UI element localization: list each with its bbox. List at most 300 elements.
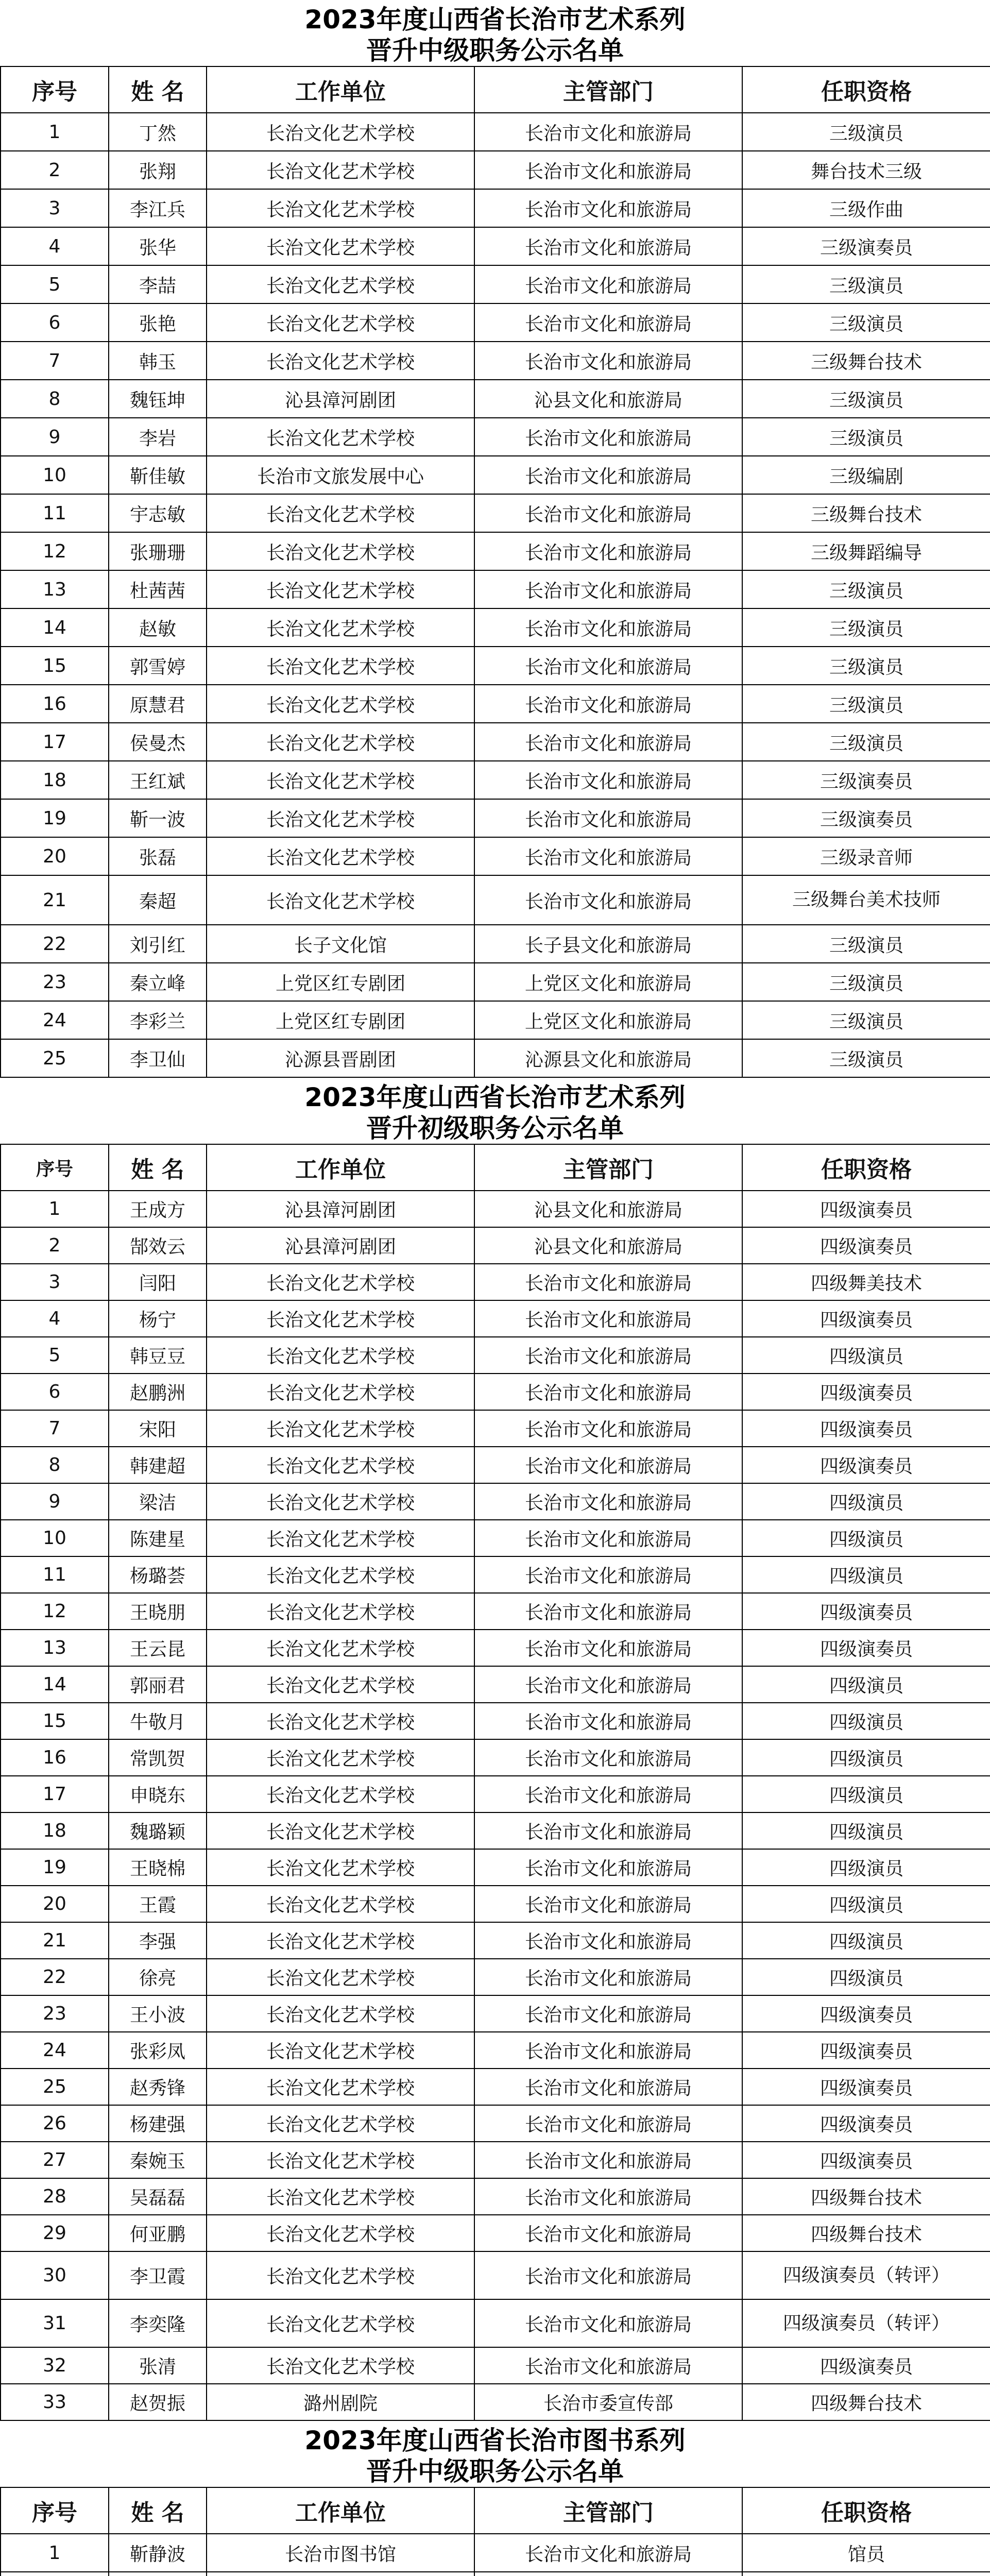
- table-row: [1, 303, 990, 342]
- cell-unit: 沁县漳河剧团: [207, 1191, 474, 1227]
- cell-seq: 5: [1, 1337, 109, 1374]
- table-row: [1, 2534, 990, 2572]
- table-row: [1, 1447, 990, 1483]
- cell-seq: 19: [1, 1849, 109, 1886]
- cell-unit: 长治文化艺术学校: [207, 1739, 474, 1776]
- cell-seq: 9: [1, 1483, 109, 1520]
- cell-seq: 25: [1, 1039, 109, 1077]
- cell-name: 韩玉: [109, 342, 207, 380]
- cell-unit: 沁县漳河剧团: [207, 380, 474, 418]
- cell-qualification: 四级演奏员: [742, 2105, 990, 2142]
- cell-dept: 长治市文化和旅游局: [474, 2215, 742, 2251]
- cell-unit: 长治文化艺术学校: [207, 1995, 474, 2032]
- cell-qualification: 三级演员: [742, 418, 990, 456]
- cell-dept: 长治市文化和旅游局: [474, 1556, 742, 1593]
- cell-qualification: 四级演奏员（转评）: [742, 2251, 990, 2299]
- cell-unit: 长治文化艺术学校: [207, 2032, 474, 2069]
- table-row: [1, 1959, 990, 1995]
- cell-qualification: 四级演奏员: [742, 1191, 990, 1227]
- cell-qualification: 四级演奏员: [742, 2142, 990, 2178]
- section-subtitle: 晋升中级职务公示名单: [366, 2456, 624, 2486]
- cell-dept: 长治市文化和旅游局: [474, 265, 742, 303]
- cell-seq: 4: [1, 1300, 109, 1337]
- cell-dept: 沁源县文化和旅游局: [474, 1039, 742, 1077]
- cell-unit: 长治市图书馆: [207, 2534, 474, 2572]
- header-row: [1, 66, 990, 113]
- table-row: [1, 2032, 990, 2069]
- cell-seq: 22: [1, 925, 109, 963]
- cell-unit: 沁源县晋剧团: [207, 1039, 474, 1077]
- cell-dept: 长治市文化和旅游局: [474, 2251, 742, 2299]
- table-row: [1, 963, 990, 1001]
- cell-unit: 长治文化艺术学校: [207, 1264, 474, 1300]
- cell-dept: 沁县文化和旅游局: [474, 380, 742, 418]
- cell-unit: 长治文化艺术学校: [207, 113, 474, 151]
- cell-seq: 15: [1, 1703, 109, 1739]
- cell-unit: 上党区红专剧团: [207, 1001, 474, 1039]
- cell-seq: 25: [1, 2069, 109, 2105]
- cell-unit: 长治市文旅发展中心: [207, 456, 474, 494]
- cell-seq: 24: [1, 1001, 109, 1039]
- cell-dept: 长治市文化和旅游局: [474, 1666, 742, 1703]
- header-seq: 序号: [1, 2487, 109, 2534]
- cell-qualification: 四级演员: [742, 1886, 990, 1922]
- cell-unit: 沁县漳河剧团: [207, 1227, 474, 1264]
- section-art-junior: [0, 1078, 990, 2421]
- cell-unit: 长治文化艺术学校: [207, 2142, 474, 2178]
- cell-seq: 13: [1, 1630, 109, 1666]
- cell-name: 郭丽君: [109, 1666, 207, 1703]
- cell-unit: 长治文化艺术学校: [207, 494, 474, 532]
- cell-unit: 长治文化艺术学校: [207, 1447, 474, 1483]
- cell-dept: 长治市文化和旅游局: [474, 2534, 742, 2572]
- cell-seq: 23: [1, 1995, 109, 2032]
- cell-unit: [207, 2572, 474, 2576]
- cell-qualification: 四级舞台技术: [742, 2215, 990, 2251]
- cell-unit: 长治文化艺术学校: [207, 1776, 474, 1812]
- cell-unit: 长治文化艺术学校: [207, 303, 474, 342]
- table-row: [1, 2142, 990, 2178]
- cell-seq: 2: [1, 151, 109, 189]
- table-row: [1, 532, 990, 570]
- cell-name: 原慧君: [109, 685, 207, 723]
- cell-qualification: 四级演员: [742, 1666, 990, 1703]
- cell-dept: 长治市文化和旅游局: [474, 2347, 742, 2384]
- cell-dept: 长治市文化和旅游局: [474, 1630, 742, 1666]
- cell-seq: 15: [1, 647, 109, 685]
- cell-seq: 14: [1, 608, 109, 647]
- section-subtitle: 晋升初级职务公示名单: [366, 1113, 624, 1143]
- section-library-intermediate: [0, 2421, 990, 2576]
- table-row: [1, 1374, 990, 1410]
- cell-name: 王云昆: [109, 1630, 207, 1666]
- cell-seq: 16: [1, 685, 109, 723]
- header-name: 姓 名: [109, 66, 207, 113]
- table-row: [1, 342, 990, 380]
- roster-table: [0, 1144, 990, 2421]
- table-row: [1, 1995, 990, 2032]
- cell-name: 李卫霞: [109, 2251, 207, 2299]
- cell-dept: 长治市文化和旅游局: [474, 761, 742, 799]
- table-row: [1, 380, 990, 418]
- cell-dept: 长治市文化和旅游局: [474, 799, 742, 837]
- cell-seq: 23: [1, 963, 109, 1001]
- header-seq: 序号: [1, 1144, 109, 1191]
- table-row: [1, 837, 990, 875]
- cell-dept: 长治市文化和旅游局: [474, 1849, 742, 1886]
- cell-dept: 长治市文化和旅游局: [474, 418, 742, 456]
- cell-unit: 长治文化艺术学校: [207, 1849, 474, 1886]
- cell-dept: 长治市文化和旅游局: [474, 456, 742, 494]
- cell-dept: 长治市文化和旅游局: [474, 227, 742, 265]
- cell-qualification: 四级演奏员: [742, 1593, 990, 1630]
- cell-seq: 11: [1, 1556, 109, 1593]
- roster-table: [0, 2487, 990, 2576]
- cell-seq: 33: [1, 2384, 109, 2420]
- cell-qualification: 四级舞台技术: [742, 2384, 990, 2420]
- cell-seq: 17: [1, 1776, 109, 1812]
- header-qualification: 任职资格: [742, 2487, 990, 2534]
- table-row: [1, 1483, 990, 1520]
- cell-qualification: 三级演员: [742, 303, 990, 342]
- cell-dept: 长治市文化和旅游局: [474, 2032, 742, 2069]
- table-row: [1, 265, 990, 303]
- cell-dept: 长治市文化和旅游局: [474, 1995, 742, 2032]
- cell-unit: 长治文化艺术学校: [207, 647, 474, 685]
- cell-qualification: [742, 2572, 990, 2576]
- cell-seq: 20: [1, 837, 109, 875]
- cell-dept: 长治市文化和旅游局: [474, 1959, 742, 1995]
- cell-seq: 1: [1, 2534, 109, 2572]
- table-row: [1, 875, 990, 925]
- table-row: [1, 1300, 990, 1337]
- cell-seq: 12: [1, 1593, 109, 1630]
- table-row: [1, 1556, 990, 1593]
- header-dept: 主管部门: [474, 1144, 742, 1191]
- cell-unit: 长治文化艺术学校: [207, 1410, 474, 1447]
- cell-name: 赵秀锋: [109, 2069, 207, 2105]
- cell-seq: 31: [1, 2299, 109, 2347]
- cell-seq: 6: [1, 1374, 109, 1410]
- cell-dept: 上党区文化和旅游局: [474, 1001, 742, 1039]
- cell-qualification: 三级演员: [742, 570, 990, 608]
- cell-unit: 长治文化艺术学校: [207, 685, 474, 723]
- header-unit: 工作单位: [207, 66, 474, 113]
- table-row: [1, 925, 990, 963]
- cell-unit: 长治文化艺术学校: [207, 799, 474, 837]
- cell-qualification: 三级舞蹈编导: [742, 532, 990, 570]
- cell-name: 王红斌: [109, 761, 207, 799]
- cell-dept: 长子县文化和旅游局: [474, 925, 742, 963]
- cell-name: 李岩: [109, 418, 207, 456]
- cell-name: 张珊珊: [109, 532, 207, 570]
- cell-unit: 长治文化艺术学校: [207, 151, 474, 189]
- cell-seq: 27: [1, 2142, 109, 2178]
- cell-qualification: 四级演奏员（转评）: [742, 2299, 990, 2347]
- table-row: [1, 1776, 990, 1812]
- section-title: 2023年度山西省长治市艺术系列: [304, 1082, 686, 1112]
- cell-dept: 长治市文化和旅游局: [474, 1812, 742, 1849]
- cell-unit: 长治文化艺术学校: [207, 1812, 474, 1849]
- table-row: [1, 1849, 990, 1886]
- cell-seq: 30: [1, 2251, 109, 2299]
- cell-name: 李江兵: [109, 189, 207, 227]
- cell-unit: 长治文化艺术学校: [207, 189, 474, 227]
- cell-dept: 长治市文化和旅游局: [474, 1739, 742, 1776]
- table-row: [1, 227, 990, 265]
- cell-unit: 长治文化艺术学校: [207, 2069, 474, 2105]
- cell-dept: 长治市文化和旅游局: [474, 2069, 742, 2105]
- cell-seq: 1: [1, 113, 109, 151]
- cell-name: 王成方: [109, 1191, 207, 1227]
- section-subtitle: 晋升中级职务公示名单: [366, 36, 624, 65]
- cell-seq: 4: [1, 227, 109, 265]
- cell-qualification: 三级舞台技术: [742, 342, 990, 380]
- table-row: [1, 570, 990, 608]
- cell-qualification: 三级舞台美术技师: [742, 875, 990, 925]
- cell-qualification: 四级演奏员: [742, 1300, 990, 1337]
- cell-name: 宋阳: [109, 1410, 207, 1447]
- cell-unit: 潞州剧院: [207, 2384, 474, 2420]
- cell-unit: 长治文化艺术学校: [207, 2215, 474, 2251]
- cell-dept: 沁县文化和旅游局: [474, 1191, 742, 1227]
- header-name: 姓 名: [109, 2487, 207, 2534]
- cell-dept: 长治市文化和旅游局: [474, 570, 742, 608]
- cell-qualification: 三级演奏员: [742, 227, 990, 265]
- cell-qualification: 三级演员: [742, 723, 990, 761]
- cell-seq: 18: [1, 1812, 109, 1849]
- cell-unit: 长治文化艺术学校: [207, 1666, 474, 1703]
- table-row: [1, 1739, 990, 1776]
- cell-unit: 长治文化艺术学校: [207, 265, 474, 303]
- cell-name: 韩建超: [109, 1447, 207, 1483]
- cell-dept: 沁县文化和旅游局: [474, 1227, 742, 1264]
- cell-seq: 8: [1, 380, 109, 418]
- cell-qualification: 四级舞美技术: [742, 1264, 990, 1300]
- cell-unit: 长治文化艺术学校: [207, 1483, 474, 1520]
- header-unit: 工作单位: [207, 2487, 474, 2534]
- cell-name: 徐亮: [109, 1959, 207, 1995]
- cell-dept: 长治市文化和旅游局: [474, 1374, 742, 1410]
- cell-dept: 长治市文化和旅游局: [474, 837, 742, 875]
- cell-seq: 2: [1, 1227, 109, 1264]
- cell-name: [109, 2572, 207, 2576]
- table-row: [1, 1410, 990, 1447]
- cell-name: 张华: [109, 227, 207, 265]
- cell-qualification: 三级演员: [742, 925, 990, 963]
- table-row: [1, 151, 990, 189]
- cell-dept: 长治市文化和旅游局: [474, 151, 742, 189]
- cell-qualification: 四级演员: [742, 1337, 990, 1374]
- cell-qualification: 四级演奏员: [742, 1374, 990, 1410]
- cell-unit: 长治文化艺术学校: [207, 1300, 474, 1337]
- cell-seq: 21: [1, 875, 109, 925]
- cell-name: 杨宁: [109, 1300, 207, 1337]
- cell-name: 李卫仙: [109, 1039, 207, 1077]
- cell-name: 李强: [109, 1922, 207, 1959]
- cell-seq: 7: [1, 342, 109, 380]
- cell-name: 牛敬月: [109, 1703, 207, 1739]
- cell-qualification: 三级舞台技术: [742, 494, 990, 532]
- cell-dept: 长治市委宣传部: [474, 2384, 742, 2420]
- table-row: [1, 2105, 990, 2142]
- cell-qualification: 四级演奏员: [742, 2347, 990, 2384]
- cell-name: 刘引红: [109, 925, 207, 963]
- table-row: [1, 1191, 990, 1227]
- cell-name: 杨璐荟: [109, 1556, 207, 1593]
- cell-seq: 18: [1, 761, 109, 799]
- cell-dept: 长治市文化和旅游局: [474, 875, 742, 925]
- cell-name: 李奕隆: [109, 2299, 207, 2347]
- cell-unit: 长治文化艺术学校: [207, 1886, 474, 1922]
- cell-qualification: 三级演员: [742, 265, 990, 303]
- cell-name: 秦超: [109, 875, 207, 925]
- header-qualification: 任职资格: [742, 66, 990, 113]
- cell-name: 闫阳: [109, 1264, 207, 1300]
- cell-qualification: 三级演员: [742, 380, 990, 418]
- cell-seq: 16: [1, 1739, 109, 1776]
- cell-dept: 长治市文化和旅游局: [474, 494, 742, 532]
- cell-dept: 长治市文化和旅游局: [474, 2105, 742, 2142]
- cell-seq: 10: [1, 1520, 109, 1556]
- cell-seq: 26: [1, 2105, 109, 2142]
- cell-qualification: 四级舞台技术: [742, 2178, 990, 2215]
- cell-unit: 长治文化艺术学校: [207, 1374, 474, 1410]
- roster-table: [0, 66, 990, 1078]
- cell-qualification: 三级演员: [742, 647, 990, 685]
- table-row: [1, 685, 990, 723]
- cell-name: 王晓棉: [109, 1849, 207, 1886]
- table-row: [1, 1630, 990, 1666]
- table-row: [1, 2178, 990, 2215]
- cell-dept: 长治市文化和旅游局: [474, 303, 742, 342]
- cell-name: 魏璐颖: [109, 1812, 207, 1849]
- table-row: [1, 113, 990, 151]
- cell-name: 丁然: [109, 113, 207, 151]
- cell-name: 靳一波: [109, 799, 207, 837]
- table-row: [1, 2299, 990, 2347]
- cell-name: 魏钰坤: [109, 380, 207, 418]
- table-row: [1, 1703, 990, 1739]
- cell-unit: 长治文化艺术学校: [207, 1922, 474, 1959]
- cell-name: 侯曼杰: [109, 723, 207, 761]
- cell-seq: 20: [1, 1886, 109, 1922]
- cell-unit: 长治文化艺术学校: [207, 875, 474, 925]
- cell-qualification: 四级演员: [742, 1812, 990, 1849]
- cell-qualification: 三级录音师: [742, 837, 990, 875]
- cell-unit: 长治文化艺术学校: [207, 1959, 474, 1995]
- cell-unit: 长治文化艺术学校: [207, 837, 474, 875]
- cell-dept: 长治市文化和旅游局: [474, 685, 742, 723]
- cell-dept: 长治市文化和旅游局: [474, 723, 742, 761]
- cell-unit: 长治文化艺术学校: [207, 2347, 474, 2384]
- header-row: [1, 2487, 990, 2534]
- cell-dept: 长治市文化和旅游局: [474, 1447, 742, 1483]
- cell-qualification: 三级演员: [742, 1039, 990, 1077]
- cell-qualification: 四级演奏员: [742, 1410, 990, 1447]
- cell-unit: 长治文化艺术学校: [207, 2299, 474, 2347]
- cell-seq: 6: [1, 303, 109, 342]
- cell-name: 张清: [109, 2347, 207, 2384]
- cell-unit: 长治文化艺术学校: [207, 1703, 474, 1739]
- table-row: [1, 1593, 990, 1630]
- cell-dept: 长治市文化和旅游局: [474, 113, 742, 151]
- table-row: [1, 761, 990, 799]
- cell-unit: 长治文化艺术学校: [207, 761, 474, 799]
- cell-dept: 长治市文化和旅游局: [474, 1264, 742, 1300]
- cell-dept: 长治市文化和旅游局: [474, 1703, 742, 1739]
- header-unit: 工作单位: [207, 1144, 474, 1191]
- cell-dept: 长治市文化和旅游局: [474, 1776, 742, 1812]
- cell-seq: 29: [1, 2215, 109, 2251]
- cell-unit: 上党区红专剧团: [207, 963, 474, 1001]
- header-dept: 主管部门: [474, 66, 742, 113]
- cell-qualification: 三级演员: [742, 608, 990, 647]
- cell-name: 宇志敏: [109, 494, 207, 532]
- header-dept: 主管部门: [474, 2487, 742, 2534]
- cell-seq: 12: [1, 532, 109, 570]
- cell-dept: 长治市文化和旅游局: [474, 2142, 742, 2178]
- table-row: [1, 723, 990, 761]
- cell-name: 吴磊磊: [109, 2178, 207, 2215]
- table-row: [1, 2572, 990, 2576]
- table-row: [1, 2069, 990, 2105]
- cell-seq: 5: [1, 265, 109, 303]
- cell-unit: 长治文化艺术学校: [207, 1593, 474, 1630]
- cell-qualification: 三级演员: [742, 1001, 990, 1039]
- cell-name: 何亚鹏: [109, 2215, 207, 2251]
- cell-name: 陈建星: [109, 1520, 207, 1556]
- cell-qualification: 三级演员: [742, 963, 990, 1001]
- table-row: [1, 1886, 990, 1922]
- cell-name: 杜茜茜: [109, 570, 207, 608]
- cell-dept: 长治市文化和旅游局: [474, 2178, 742, 2215]
- cell-seq: 3: [1, 189, 109, 227]
- cell-qualification: 四级演员: [742, 1739, 990, 1776]
- cell-name: 李彩兰: [109, 1001, 207, 1039]
- cell-qualification: 四级演员: [742, 1520, 990, 1556]
- table-row: [1, 1264, 990, 1300]
- cell-seq: 32: [1, 2347, 109, 2384]
- cell-unit: 长治文化艺术学校: [207, 1630, 474, 1666]
- table-row: [1, 647, 990, 685]
- cell-unit: 长治文化艺术学校: [207, 723, 474, 761]
- cell-qualification: 四级演奏员: [742, 1227, 990, 1264]
- table-row: [1, 456, 990, 494]
- section-art-intermediate: [0, 0, 990, 1078]
- cell-seq: 8: [1, 1447, 109, 1483]
- cell-seq: 22: [1, 1959, 109, 1995]
- cell-qualification: 四级演奏员: [742, 1630, 990, 1666]
- cell-qualification: 三级演员: [742, 113, 990, 151]
- cell-seq: 10: [1, 456, 109, 494]
- cell-seq: 14: [1, 1666, 109, 1703]
- cell-qualification: 舞台技术三级: [742, 151, 990, 189]
- cell-name: 梁洁: [109, 1483, 207, 1520]
- cell-seq: 9: [1, 418, 109, 456]
- table-row: [1, 2384, 990, 2420]
- cell-name: 张彩凤: [109, 2032, 207, 2069]
- cell-qualification: 四级演员: [742, 1483, 990, 1520]
- cell-name: 张磊: [109, 837, 207, 875]
- cell-dept: 长治市文化和旅游局: [474, 1337, 742, 1374]
- cell-qualification: 四级演员: [742, 1556, 990, 1593]
- table-row: [1, 2215, 990, 2251]
- cell-name: 赵敏: [109, 608, 207, 647]
- section-title: 2023年度山西省长治市图书系列: [304, 2426, 686, 2455]
- cell-name: 郜效云: [109, 1227, 207, 1264]
- cell-dept: 长治市文化和旅游局: [474, 189, 742, 227]
